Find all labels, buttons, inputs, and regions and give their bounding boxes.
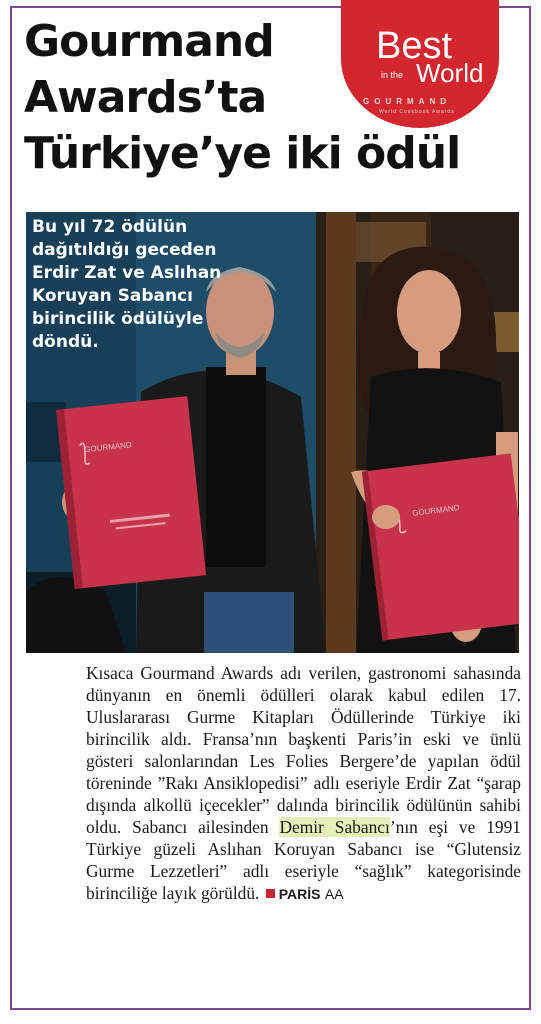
news-agency: AA bbox=[324, 886, 344, 902]
headline-line-3: Türkiye’ye iki ödül bbox=[24, 128, 461, 179]
dateline-city: PARİS bbox=[278, 886, 321, 902]
article-body bbox=[86, 662, 521, 905]
highlighted-name: Demir Sabancı bbox=[279, 817, 390, 837]
headline-line-1: Gourmand bbox=[24, 16, 274, 67]
badge-gourmand-text: GOURMAND bbox=[363, 97, 451, 106]
badge-in-the-text: in the bbox=[381, 70, 404, 80]
left-book-label: GOURMAND bbox=[83, 440, 133, 455]
badge-best-text: Best bbox=[376, 25, 453, 67]
badge-subtitle-text: World Cookbook Awards bbox=[379, 109, 455, 115]
award-photo bbox=[26, 212, 519, 653]
badge-world-text: World bbox=[416, 58, 484, 88]
photo-caption: Bu yıl 72 ödülün dağıtıldığı geceden Erdir Zat ve Aslıhan Koruyan Sabancı birincilik ödülüyle döndü. bbox=[32, 217, 222, 352]
article-text-part-2: ’nın eşi ve 1991 Türkiye güzeli Aslıhan Koruyan Sabancı ise “Glutensiz Gurme Lezzetleri” adlı eseriyle “sağlık” kategorisinde birinciliğe layık görüldü. bbox=[86, 817, 521, 903]
right-book-label: GOURMAND bbox=[411, 503, 461, 518]
headline-line-2: Awards’ta bbox=[24, 72, 267, 123]
dateline-square-icon bbox=[266, 889, 275, 898]
article-text-part-1: Kısaca Gourmand Awards adı verilen, gastronomi sahasında dünyanın en önemli ödülleri olarak kabul edilen 17. Uluslararası Gurme Kitapları Ödüllerinde Türkiye iki birincilik aldı. Fransa’nın başkenti Paris’in eski ve ünlü gösteri salonlarından Les Folies Bergere’de yapılan ödül töreninde ”Rakı Ansiklopedisi” adlı eseriyle Erdir Zat “şarap dışında alkollü içecekler” dalında birincilik ödülünün sahibi oldu. Sabancı ailesinden bbox=[86, 663, 521, 837]
